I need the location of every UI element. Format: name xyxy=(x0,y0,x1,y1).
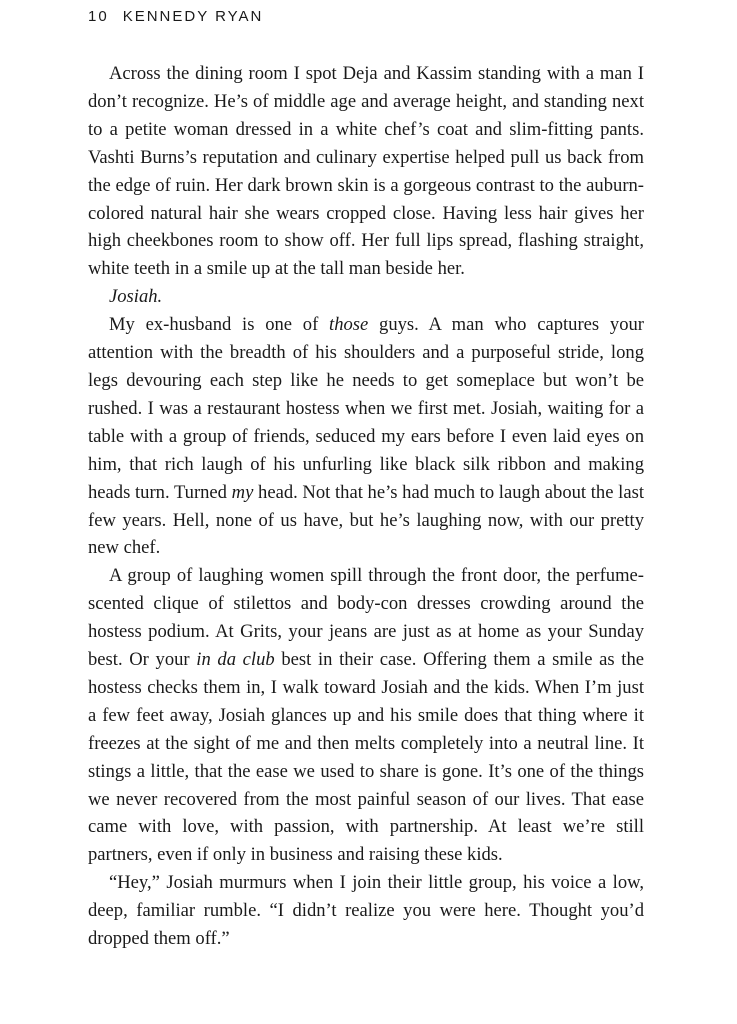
running-head-author: KENNEDY RYAN xyxy=(122,8,264,25)
paragraph-3 xyxy=(88,311,644,562)
paragraph-3-text-e: head. Not that he’s had much to laugh about the last few years. Hell, none of us have, but he’s laughing now, with our pretty new chef. xyxy=(88,481,644,559)
paragraph-4-text-a: A group of laughing women spill through the front door, the perfume-scented clique of stilettos and body-con dresses crowding around the hostess podium. At Grits, your jeans are just as at home as your Sunday best. Or your xyxy=(88,565,644,671)
paragraph-4-italic-in-da-club: in da club xyxy=(196,649,275,671)
paragraph-3-text-c: guys. A man who captures your attention with the breadth of his shoulders and a purposeful stride, long legs devouring each step like he needs to get someplace but won’t be rushed. I was a restaurant hostess when we first met. Josiah, waiting for a table with a group of friends, seduced my ears before I even laid eyes on him, that rich laugh of his unfurling like black silk ribbon and making heads turn. Turned xyxy=(88,314,644,503)
paragraph-1: Across the dining room I spot Deja and Kassim standing with a man I don’t recognize. He’s of middle age and average height, and standing next to a petite woman dressed in a white chef’s coat and slim-fitting pants. Vashti Burns’s reputation and culinary expertise helped pull us back from the edge of ruin. Her dark brown skin is a gorgeous contrast to the auburn-colored natural hair she wears cropped close. Having less hair gives her high cheekbones room to show off. Her full lips spread, flashing straight, white teeth in a smile up at the tall man beside her. xyxy=(88,63,644,280)
paragraph-4-text-c: best in their case. Offering them a smile as the hostess checks them in, I walk toward Josiah and the kids. When I’m just a few feet away, Josiah glances up and his smile does that thing where it freezes at the sight of me and then melts completely into a neutral line. It stings a little, that the ease we used to share is gone. It’s one of the things we never recovered from the most painful season of our lives. That ease came with love, with passion, with partnership. At least we’re still partners, even if only in business and raising these kids. xyxy=(88,649,644,866)
page-number: 10 xyxy=(88,8,109,25)
paragraph-4 xyxy=(88,562,644,869)
body-text xyxy=(88,60,644,953)
paragraph-2 xyxy=(88,283,644,311)
paragraph-2-italic: Josiah. xyxy=(109,286,163,308)
paragraph-3-italic-those: those xyxy=(329,314,369,336)
paragraph-3-italic-my: my xyxy=(231,481,254,503)
paragraph-3-text-a: My ex-husband is one of xyxy=(109,314,330,336)
running-head xyxy=(88,8,263,25)
paragraph-5: “Hey,” Josiah murmurs when I join their little group, his voice a low, deep, familiar rumble. “I didn’t realize you were here. Thought you’d dropped them off.” xyxy=(88,872,644,950)
